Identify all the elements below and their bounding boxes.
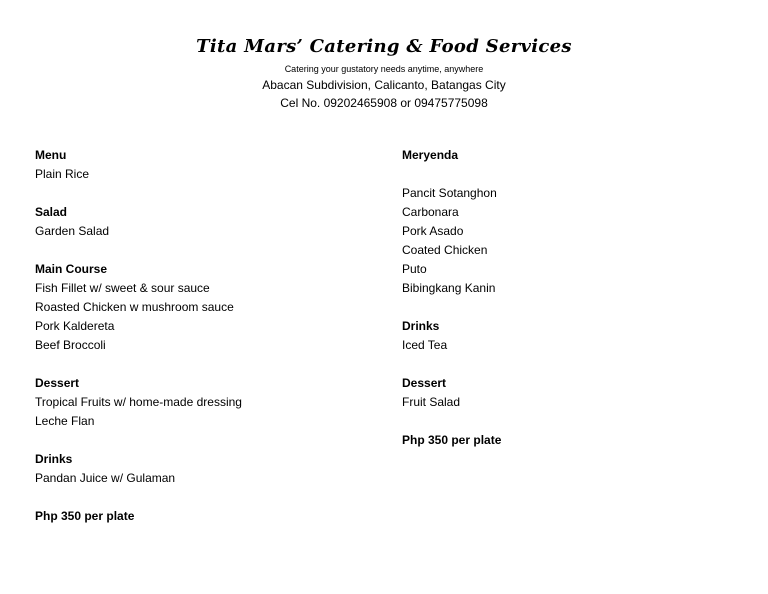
menu-column-left (35, 146, 375, 545)
menu-column-right (402, 146, 742, 469)
section-heading-drinks: Drinks (402, 319, 440, 333)
business-phone: Cel No. 09202465908 or 09475775098 (280, 96, 488, 110)
section-heading-menu: Menu (35, 148, 67, 162)
business-tagline: Catering your gustatory needs anytime, anywhere (284, 64, 484, 74)
blank-line (402, 165, 742, 184)
section-heading-dessert: Dessert (35, 376, 80, 390)
menu-item: Carbonara (402, 205, 459, 219)
menu-item: Garden Salad (35, 224, 110, 238)
letterhead (0, 34, 768, 112)
section-heading-dessert: Dessert (402, 376, 447, 390)
menu-item: Beef Broccoli (35, 338, 106, 352)
dessert-section (402, 374, 742, 412)
meryenda-section (402, 146, 742, 298)
business-title: Tita Mars’ Catering & Food Services (196, 36, 572, 57)
main-course-section (35, 260, 375, 355)
menu-item: Tropical Fruits w/ home-made dressing (35, 395, 242, 409)
menu-item: Fruit Salad (402, 395, 461, 409)
price-section (35, 507, 375, 526)
menu-section (35, 146, 375, 184)
menu-item: Puto (402, 262, 427, 276)
dessert-section (35, 374, 375, 431)
price-per-plate: Php 350 per plate (35, 509, 135, 523)
menu-item: Iced Tea (402, 338, 448, 352)
menu-item: Pancit Sotanghon (402, 186, 497, 200)
menu-item: Plain Rice (35, 167, 90, 181)
price-per-plate: Php 350 per plate (402, 433, 502, 447)
menu-item: Leche Flan (35, 414, 95, 428)
business-address: Abacan Subdivision, Calicanto, Batangas City (262, 78, 506, 92)
menu-item: Pork Asado (402, 224, 464, 238)
section-heading-salad: Salad (35, 205, 68, 219)
price-section (402, 431, 742, 450)
section-heading-meryenda: Meryenda (402, 148, 459, 162)
drinks-section (35, 450, 375, 488)
salad-section (35, 203, 375, 241)
drinks-section (402, 317, 742, 355)
menu-item: Roasted Chicken w mushroom sauce (35, 300, 234, 314)
section-heading-main-course: Main Course (35, 262, 108, 276)
menu-item: Pork Kaldereta (35, 319, 115, 333)
menu-item: Bibingkang Kanin (402, 281, 496, 295)
menu-item: Coated Chicken (402, 243, 488, 257)
section-heading-drinks: Drinks (35, 452, 73, 466)
menu-item: Pandan Juice w/ Gulaman (35, 471, 176, 485)
menu-item: Fish Fillet w/ sweet & sour sauce (35, 281, 210, 295)
